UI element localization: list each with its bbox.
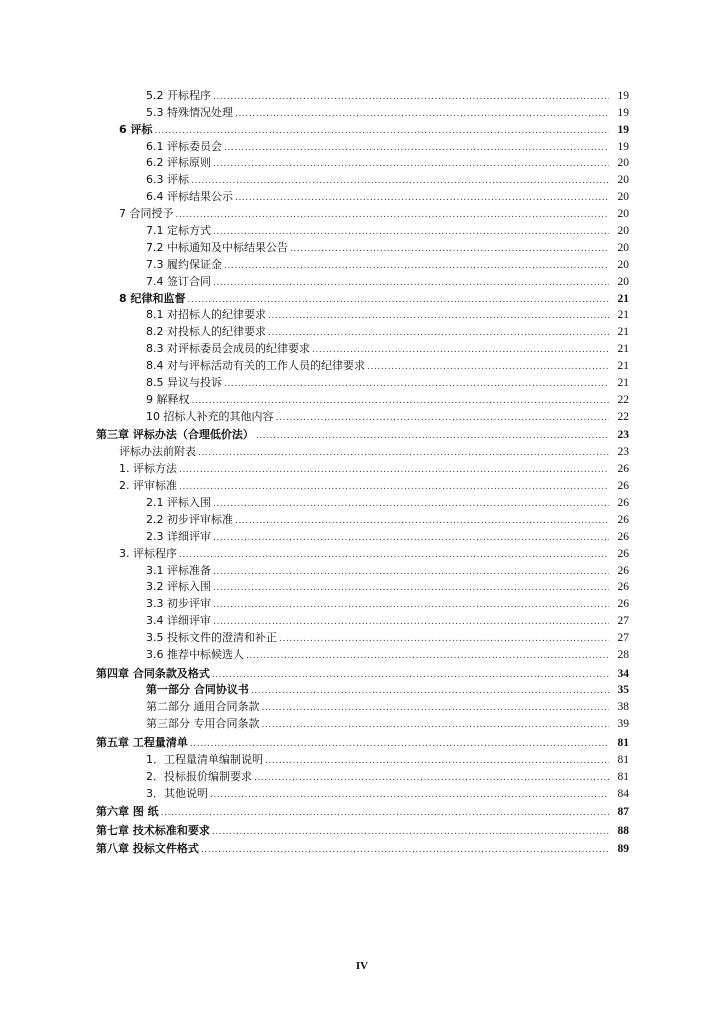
toc-entry-title: 3.3 初步评审 (146, 597, 211, 611)
toc-leader-dots (213, 158, 609, 170)
page-number: IV (355, 960, 369, 972)
toc-leader-dots (290, 243, 609, 255)
toc-leader-dots (161, 807, 609, 819)
toc-entry-page: 35 (617, 684, 629, 697)
toc-entry-title: 第八章 投标文件格式 (96, 842, 199, 856)
toc-leader-dots (213, 91, 609, 103)
toc-leader-dots (367, 361, 609, 373)
toc-entry-page: 20 (617, 275, 629, 288)
toc-entry[interactable] (0, 493, 724, 510)
toc-entry[interactable] (0, 339, 724, 356)
toc-entry-page: 21 (617, 309, 629, 322)
toc-entry-title: 5.3 特殊情况处理 (146, 105, 233, 119)
toc-entry-page: 87 (617, 806, 629, 819)
toc-chapter-entry[interactable] (0, 838, 724, 857)
toc-entry-page: 21 (617, 377, 629, 390)
toc-leader-dots (262, 702, 610, 714)
toc-entry-page: 21 (617, 292, 629, 305)
toc-entry-title: 3.1 评标准备 (146, 563, 211, 577)
toc-entry[interactable] (0, 373, 724, 390)
toc-leader-dots (235, 192, 609, 204)
toc-entry[interactable] (0, 714, 724, 731)
toc-entry-title: 2.1 评标入围 (146, 495, 211, 509)
toc-chapter-entry[interactable] (0, 424, 724, 443)
toc-entry[interactable] (0, 784, 724, 801)
toc-leader-dots (213, 582, 609, 594)
toc-entry[interactable] (0, 442, 724, 459)
toc-entry[interactable] (0, 407, 724, 424)
toc-leader-dots (192, 395, 610, 407)
toc-entry-page: 23 (617, 429, 629, 442)
toc-leader-dots (154, 125, 609, 137)
toc-entry-title: 8 纪律和监督 (119, 291, 186, 305)
toc-entry-title: 第二部分 通用合同条款 (146, 700, 260, 714)
toc-chapter-entry[interactable] (0, 731, 724, 750)
toc-entry-page: 27 (617, 632, 629, 645)
toc-leader-dots (191, 175, 609, 187)
toc-entry-title: 3.4 详细评审 (146, 614, 211, 628)
toc-entry-title: 6 评标 (119, 122, 153, 136)
toc-entry-page: 19 (617, 123, 629, 136)
toc-entry-page: 81 (617, 736, 629, 749)
toc-leader-dots (251, 685, 609, 697)
toc-entry-page: 21 (617, 360, 629, 373)
toc-entry[interactable] (0, 154, 724, 171)
toc-leader-dots (268, 327, 609, 339)
toc-entry-title: 3.6 推荐中标候选人 (146, 647, 244, 661)
toc-entry-title: 3．其他说明 (146, 786, 208, 800)
toc-leader-dots (268, 310, 609, 322)
toc-entry-page: 23 (617, 446, 629, 459)
toc-leader-dots (213, 498, 609, 510)
toc-entry[interactable] (0, 544, 724, 561)
toc-entry-page: 81 (617, 770, 629, 783)
toc-entry[interactable] (0, 527, 724, 544)
toc-entry-page: 88 (617, 824, 629, 837)
toc-entry-page: 19 (617, 89, 629, 102)
toc-entry-title: 8.2 对投标人的纪律要求 (146, 325, 266, 339)
toc-leader-dots (187, 294, 609, 306)
toc-entry-title: 第四章 合同条款及格式 (96, 666, 210, 680)
toc-entry-page: 21 (617, 343, 629, 356)
toc-leader-dots (279, 633, 609, 645)
toc-leader-dots (224, 260, 609, 272)
toc-leader-dots (224, 142, 609, 154)
toc-entry-title: 1．工程量清单编制说明 (146, 752, 263, 766)
toc-entry[interactable] (0, 681, 724, 698)
toc-entry[interactable] (0, 459, 724, 476)
toc-entry[interactable] (0, 476, 724, 493)
toc-entry[interactable] (0, 628, 724, 645)
toc-entry-page: 26 (617, 530, 629, 543)
toc-entry[interactable] (0, 322, 724, 339)
toc-entry-title: 6.2 评标原则 (146, 156, 211, 170)
toc-leader-dots (179, 464, 609, 476)
toc-entry-title: 8.5 异议与投诉 (146, 376, 222, 390)
toc-entry-title: 8.3 对评标委员会成员的纪律要求 (146, 342, 310, 356)
toc-entry-title: 8.1 对招标人的纪律要求 (146, 308, 266, 322)
toc-leader-dots (235, 515, 609, 527)
toc-entry-title: 2.2 初步评审标准 (146, 512, 233, 526)
toc-leader-dots (179, 481, 609, 493)
toc-entry-page: 28 (617, 648, 629, 661)
toc-leader-dots (213, 616, 609, 628)
toc-entry-page: 26 (617, 598, 629, 611)
toc-leader-dots (235, 108, 609, 120)
toc-leader-dots (213, 599, 609, 611)
toc-entry-page: 26 (617, 480, 629, 493)
toc-entry-page: 22 (617, 410, 629, 423)
toc-entry-page: 26 (617, 463, 629, 476)
toc-entry-title: 5.2 开标程序 (146, 88, 211, 102)
toc-entry-title: 第六章 图 纸 (96, 805, 159, 819)
toc-leader-dots (190, 738, 609, 750)
toc-entry-title: 第三部分 专用合同条款 (146, 717, 260, 731)
toc-entry[interactable] (0, 697, 724, 714)
toc-entry-title: 2. 评审标准 (119, 479, 177, 493)
toc-entry[interactable] (0, 594, 724, 611)
toc-entry-title: 9 解释权 (146, 392, 190, 406)
toc-leader-dots (179, 549, 609, 561)
toc-entry-title: 6.3 评标 (146, 173, 189, 187)
toc-entry-page: 26 (617, 564, 629, 577)
toc-entry-title: 第五章 工程量清单 (96, 735, 188, 749)
toc-leader-dots (312, 344, 609, 356)
toc-entry-page: 22 (617, 393, 629, 406)
toc-entry-page: 81 (617, 753, 629, 766)
toc-leader-dots (276, 412, 610, 424)
toc-entry-title: 8.4 对与评标活动有关的工作人员的纪律要求 (146, 359, 365, 373)
toc-entry[interactable] (0, 611, 724, 628)
toc-entry[interactable] (0, 767, 724, 784)
toc-entry[interactable] (0, 390, 724, 407)
toc-entry[interactable] (0, 510, 724, 527)
toc-entry[interactable] (0, 561, 724, 578)
toc-entry-page: 38 (617, 701, 629, 714)
toc-entry-page: 34 (617, 667, 629, 680)
toc-entry[interactable] (0, 137, 724, 154)
toc-leader-dots (256, 430, 609, 442)
toc-entry-page: 20 (617, 191, 629, 204)
toc-chapter-entry[interactable] (0, 819, 724, 838)
toc-entry-title: 3. 评标程序 (119, 546, 177, 560)
toc-entry-page: 19 (617, 140, 629, 153)
toc-entry[interactable] (0, 221, 724, 238)
toc-entry-page: 26 (617, 496, 629, 509)
toc-entry-page: 20 (617, 258, 629, 271)
toc-entry-title: 1. 评标方法 (119, 462, 177, 476)
toc-leader-dots (254, 772, 609, 784)
toc-entry-page: 19 (617, 106, 629, 119)
toc-entry-title: 7.3 履约保证金 (146, 257, 222, 271)
toc-entry-title: 评标办法前附表 (119, 445, 196, 459)
toc-entry[interactable] (0, 103, 724, 120)
toc-entry-title: 第七章 技术标准和要求 (96, 823, 210, 837)
toc-entry-page: 26 (617, 513, 629, 526)
table-of-contents (0, 86, 724, 856)
toc-entry-title: 7.1 定标方式 (146, 224, 211, 238)
toc-entry-title: 7.2 中标通知及中标结果公告 (146, 240, 288, 254)
toc-entry-page: 20 (617, 157, 629, 170)
toc-entry-page: 20 (617, 225, 629, 238)
toc-leader-dots (246, 650, 609, 662)
toc-entry[interactable] (0, 356, 724, 373)
toc-entry-title: 第一部分 合同协议书 (146, 683, 249, 697)
toc-entry-page: 27 (617, 615, 629, 628)
toc-leader-dots (213, 277, 609, 289)
toc-entry-title: 6.4 评标结果公示 (146, 190, 233, 204)
toc-entry[interactable] (0, 170, 724, 187)
toc-leader-dots (198, 447, 609, 459)
toc-entry-title: 10 招标人补充的其他内容 (146, 409, 274, 423)
toc-chapter-entry[interactable] (0, 801, 724, 820)
toc-entry-page: 20 (617, 174, 629, 187)
toc-entry-page: 20 (617, 208, 629, 221)
toc-leader-dots (212, 669, 609, 681)
toc-entry-page: 84 (617, 787, 629, 800)
toc-entry[interactable] (0, 204, 724, 221)
toc-entry-page: 26 (617, 547, 629, 560)
toc-leader-dots (265, 755, 609, 767)
toc-leader-dots (213, 566, 609, 578)
toc-entry[interactable] (0, 750, 724, 767)
toc-entry[interactable] (0, 289, 724, 306)
toc-entry-page: 39 (617, 718, 629, 731)
toc-entry[interactable] (0, 187, 724, 204)
toc-entry-title: 3.5 投标文件的澄清和补正 (146, 631, 277, 645)
toc-entry[interactable] (0, 255, 724, 272)
toc-leader-dots (213, 532, 609, 544)
toc-leader-dots (224, 378, 609, 390)
toc-entry[interactable] (0, 86, 724, 103)
toc-leader-dots (212, 826, 609, 838)
toc-entry-title: 第三章 评标办法（合理低价法） (96, 428, 254, 442)
toc-chapter-entry[interactable] (0, 662, 724, 681)
toc-entry-title: 2．投标报价编制要求 (146, 769, 252, 783)
toc-entry-page: 26 (617, 581, 629, 594)
toc-entry[interactable] (0, 306, 724, 323)
toc-entry[interactable] (0, 238, 724, 255)
toc-entry-page: 21 (617, 326, 629, 339)
toc-entry-page: 89 (617, 843, 629, 856)
toc-leader-dots (176, 209, 610, 221)
toc-entry[interactable] (0, 120, 724, 137)
toc-leader-dots (213, 226, 609, 238)
toc-entry-title: 6.1 评标委员会 (146, 139, 222, 153)
toc-entry[interactable] (0, 645, 724, 662)
toc-entry[interactable] (0, 272, 724, 289)
toc-entry[interactable] (0, 578, 724, 595)
toc-leader-dots (210, 789, 609, 801)
toc-entry-page: 20 (617, 241, 629, 254)
toc-entry-title: 7 合同授予 (119, 207, 174, 221)
toc-entry-title: 7.4 签订合同 (146, 274, 211, 288)
toc-leader-dots (201, 844, 609, 856)
toc-entry-title: 3.2 评标入围 (146, 580, 211, 594)
toc-leader-dots (262, 719, 610, 731)
toc-entry-title: 2.3 详细评审 (146, 529, 211, 543)
